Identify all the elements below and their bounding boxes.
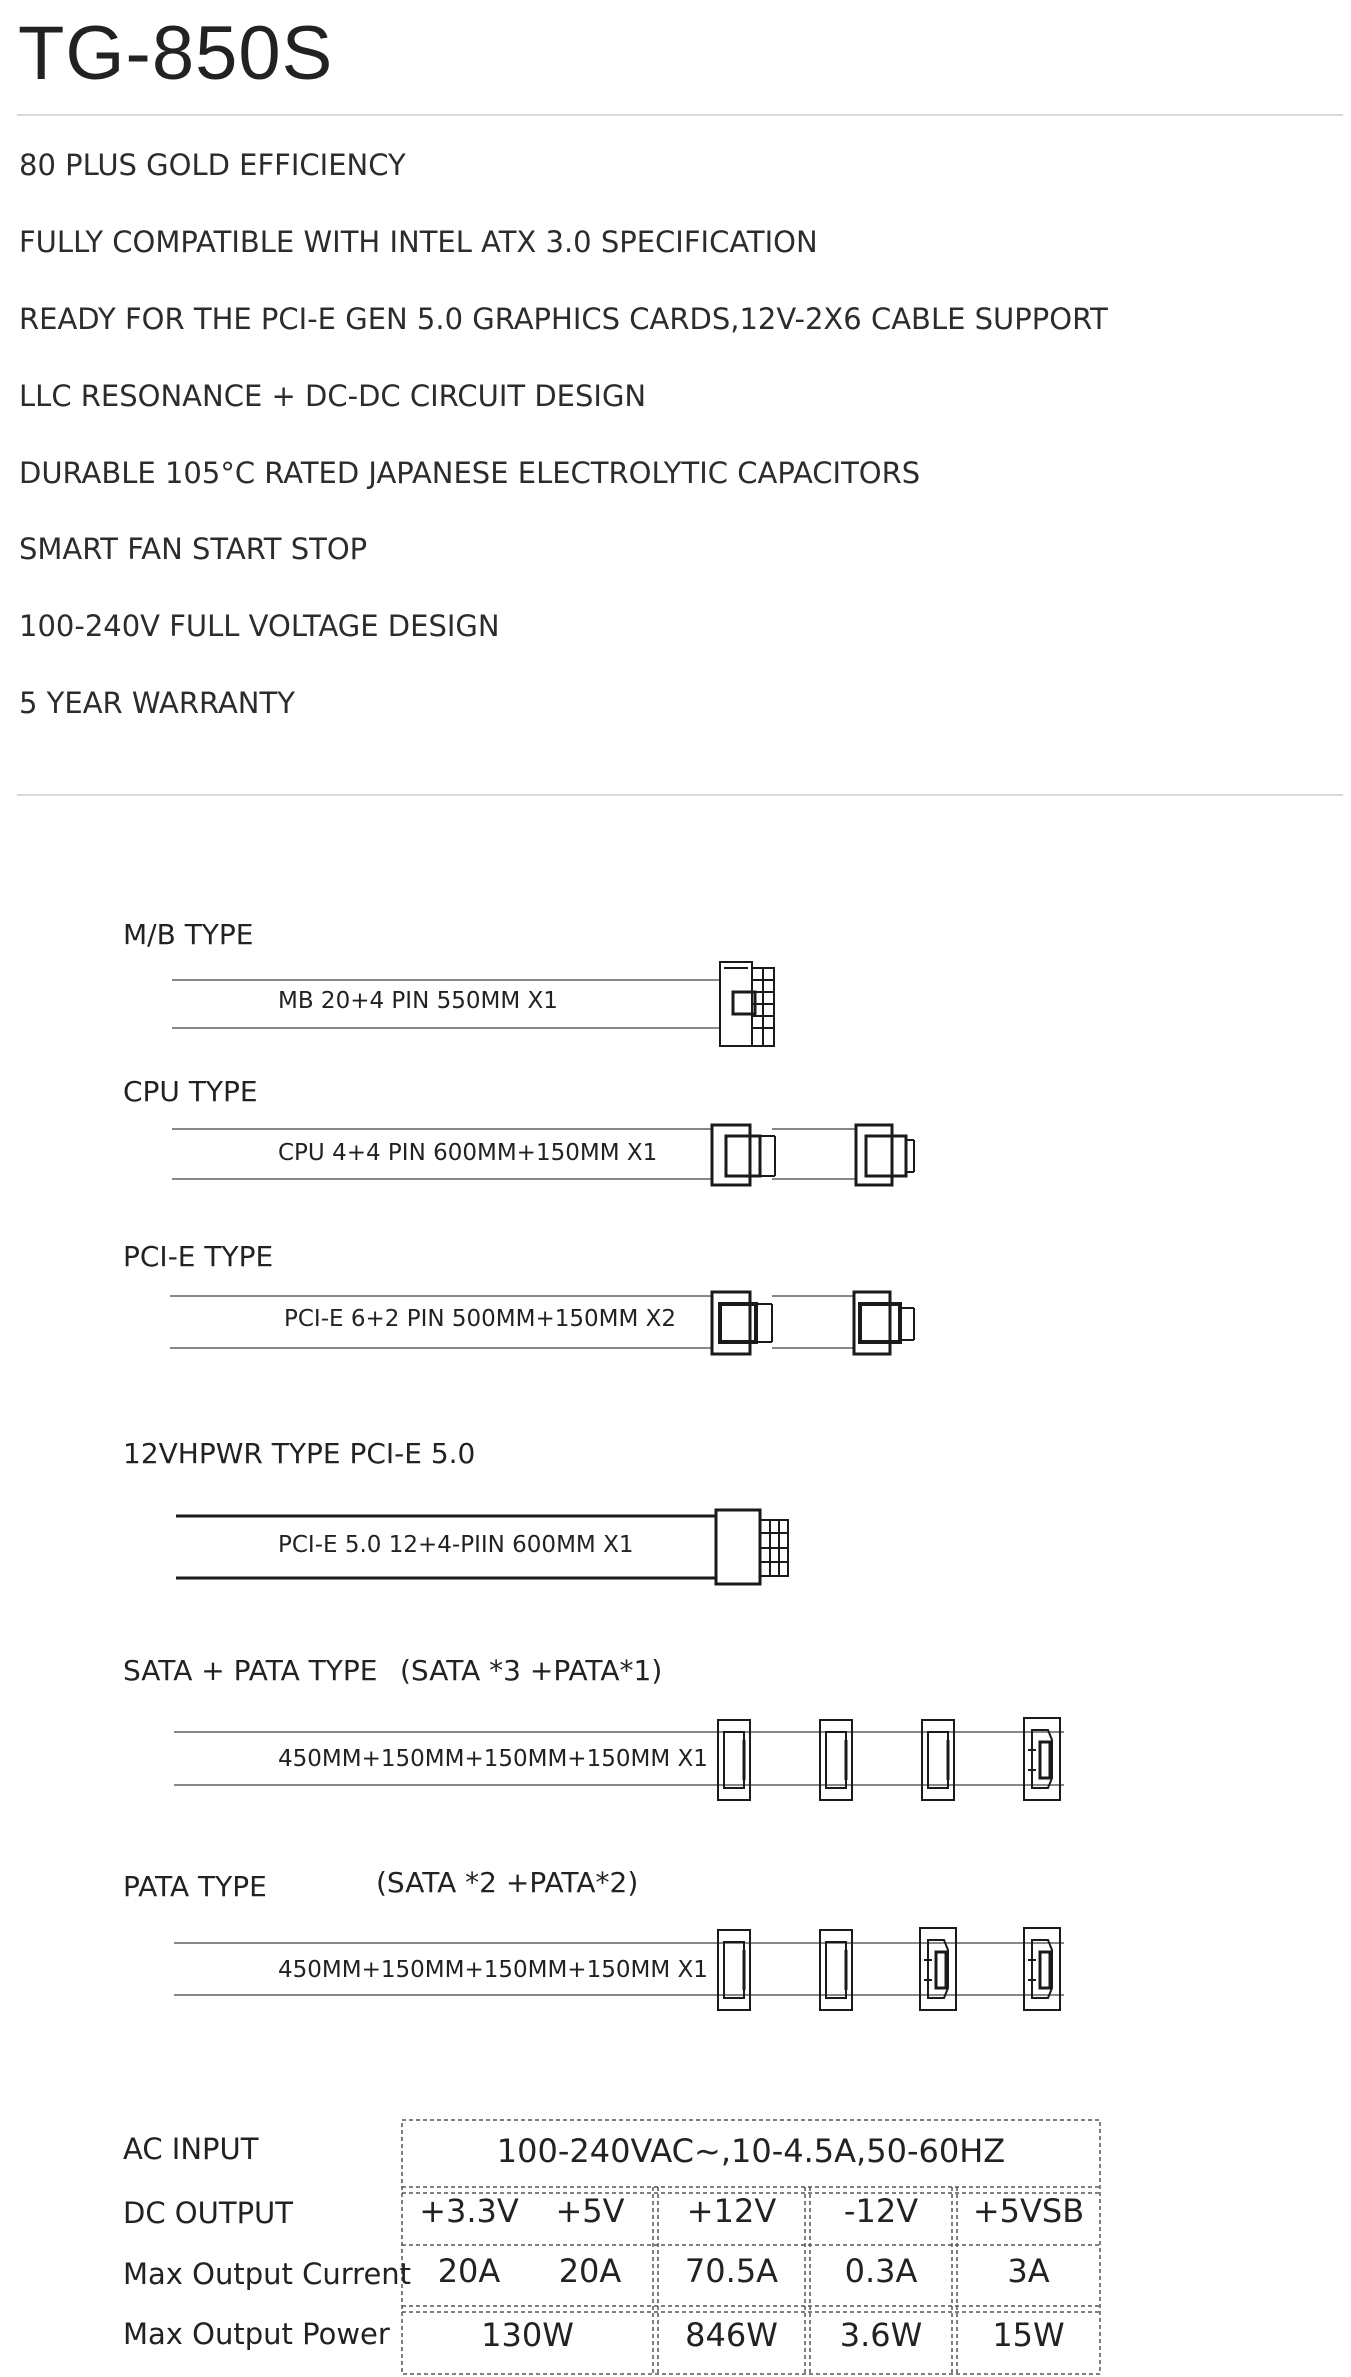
feature-item: 5 YEAR WARRANTY (19, 686, 295, 720)
sata-type-note: (SATA *3 +PATA*1) (400, 1654, 663, 1687)
ac-input-value: 100-240VAC~,10-4.5A,50-60HZ (496, 2132, 1006, 2170)
product-title: TG-850S (18, 11, 334, 96)
feature-item: 100-240V FULL VOLTAGE DESIGN (19, 609, 500, 643)
hpwr-cable-label: PCI-E 5.0 12+4-PIIN 600MM X1 (278, 1532, 634, 1558)
dc-output-label: DC OUTPUT (123, 2196, 293, 2230)
hpwr-type-heading: 12VHPWR TYPE PCI-E 5.0 (123, 1437, 476, 1470)
feature-item: FULLY COMPATIBLE WITH INTEL ATX 3.0 SPECIFICATION (19, 225, 818, 259)
feature-item: 80 PLUS GOLD EFFICIENCY (19, 148, 406, 182)
power-3v3-5v-combined: 130W (481, 2316, 574, 2354)
power-12v: 846W (685, 2316, 778, 2354)
feature-item: SMART FAN START STOP (19, 532, 368, 566)
pata-type-heading: PATA TYPE (123, 1870, 267, 1903)
rail-5v: +5V (555, 2192, 625, 2230)
mb-type-heading: M/B TYPE (123, 918, 254, 951)
max-power-label: Max Output Power (123, 2317, 390, 2351)
ac-input-label: AC INPUT (123, 2132, 259, 2166)
pcie-cable-label: PCI-E 6+2 PIN 500MM+150MM X2 (284, 1306, 677, 1332)
sata-cable-label: 450MM+150MM+150MM+150MM X1 (278, 1746, 708, 1772)
pata-cable-label: 450MM+150MM+150MM+150MM X1 (278, 1957, 708, 1983)
pata-type-note: (SATA *2 +PATA*2) (376, 1866, 639, 1899)
pcie-type-heading: PCI-E TYPE (123, 1240, 274, 1273)
feature-item: READY FOR THE PCI-E GEN 5.0 GRAPHICS CARDS,12V-2X6 CABLE SUPPORT (19, 302, 1108, 336)
current-12v: 70.5A (684, 2252, 779, 2290)
rail-5vsb: +5VSB (972, 2192, 1085, 2230)
power-neg12v: 3.6W (839, 2316, 923, 2354)
feature-item: LLC RESONANCE + DC-DC CIRCUIT DESIGN (19, 379, 647, 413)
rail-neg12v: -12V (843, 2192, 919, 2230)
current-5vsb: 3A (1007, 2252, 1050, 2290)
cpu-type-heading: CPU TYPE (123, 1075, 258, 1108)
current-3v3: 20A (437, 2252, 501, 2290)
current-neg12v: 0.3A (844, 2252, 918, 2290)
sata-type-heading: SATA + PATA TYPE (123, 1654, 378, 1687)
power-5vsb: 15W (992, 2316, 1065, 2354)
max-current-label: Max Output Current (123, 2257, 412, 2291)
mb-cable-label: MB 20+4 PIN 550MM X1 (278, 988, 558, 1014)
cpu-cable-label: CPU 4+4 PIN 600MM+150MM X1 (278, 1140, 658, 1166)
current-5v: 20A (558, 2252, 622, 2290)
rail-3v3: +3.3V (419, 2192, 519, 2230)
rail-12v: +12V (686, 2192, 777, 2230)
feature-item: DURABLE 105°C RATED JAPANESE ELECTROLYTIC CAPACITORS (19, 456, 921, 490)
